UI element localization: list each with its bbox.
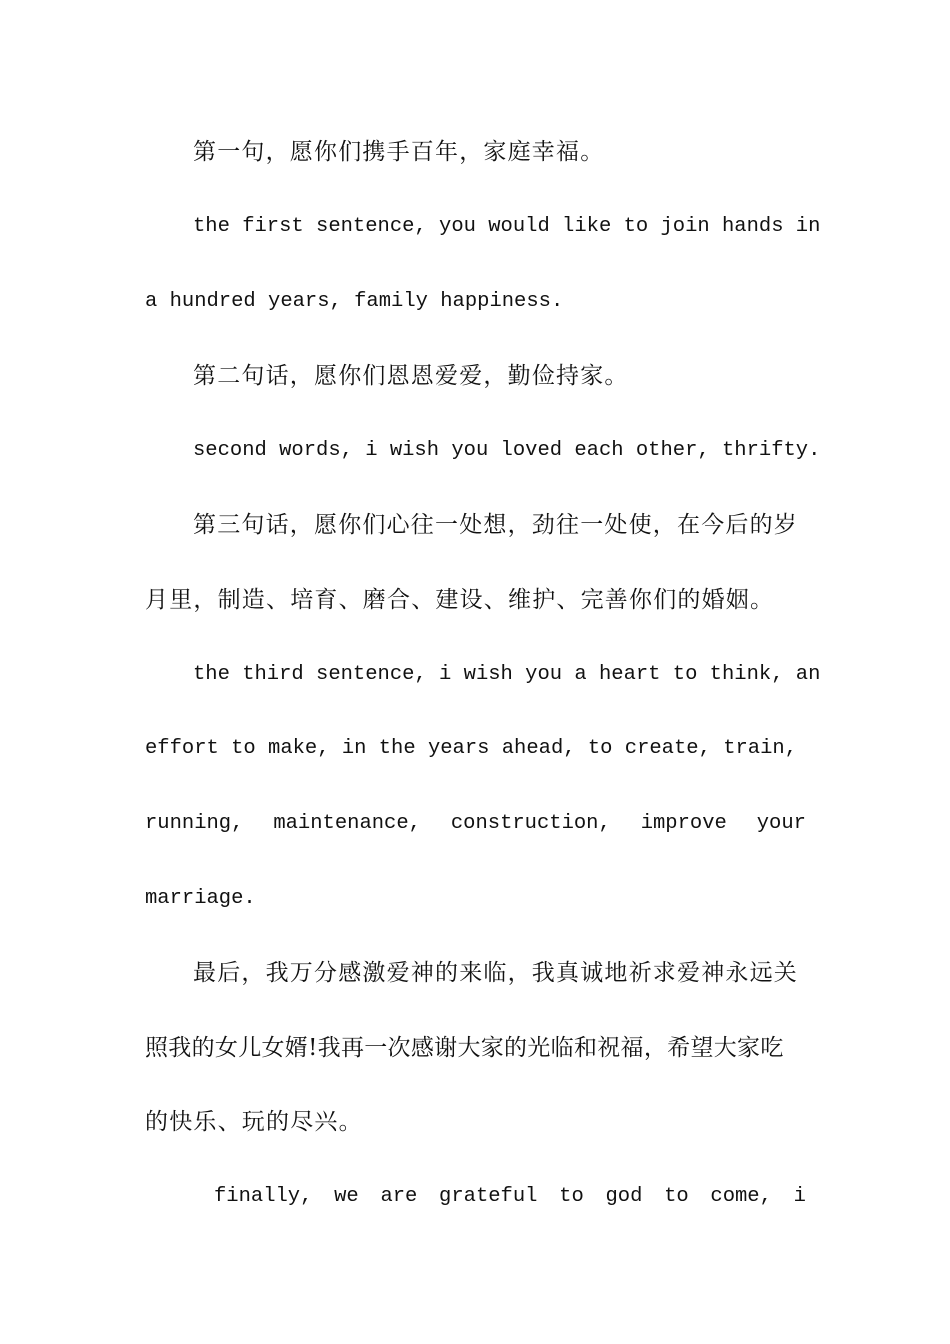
word: running, (145, 812, 244, 835)
word: maintenance, (273, 812, 421, 835)
word: grateful (439, 1185, 538, 1208)
paragraph-line-en-5: effort to make, in the years ahead, to create, train, (145, 737, 798, 760)
word: we (334, 1185, 359, 1208)
word: are (380, 1185, 418, 1208)
paragraph-line-en-7: marriage. (145, 887, 256, 910)
paragraph-line-en-6 (145, 804, 806, 844)
paragraph-line-en-8 (145, 1177, 806, 1217)
paragraph-line-en-1: the first sentence, you would like to join hands in (193, 215, 821, 238)
word: finally, (214, 1185, 313, 1208)
word: to (664, 1185, 689, 1208)
word: to (559, 1185, 584, 1208)
paragraph-line-en-4: the third sentence, i wish you a heart to think, an (193, 663, 821, 686)
word: come, (710, 1185, 772, 1208)
paragraph-line-zh-5: 最后，我万分感激爱神的来临，我真诚地祈求爱神永远关 (193, 960, 798, 986)
paragraph-line-zh-2: 第二句话，愿你们恩恩爱爱，勤俭持家。 (193, 363, 629, 389)
word: improve (640, 812, 727, 835)
paragraph-line-zh-4: 月里，制造、培育、磨合、建设、维护、完善你们的婚姻。 (145, 587, 775, 613)
paragraph-line-zh-7: 的快乐、玩的尽兴。 (145, 1109, 363, 1135)
paragraph-line-zh-6: 照我的女儿女婿!我再一次感谢大家的光临和祝福，希望大家吃 (145, 1035, 784, 1061)
paragraph-line-zh-3: 第三句话，愿你们心往一处想，劲往一处使，在今后的岁 (193, 512, 798, 538)
paragraph-line-en-2: a hundred years, family happiness. (145, 290, 564, 313)
word: construction, (450, 812, 611, 835)
paragraph-line-zh-1: 第一句，愿你们携手百年，家庭幸福。 (193, 139, 605, 165)
word: your (756, 812, 806, 835)
paragraph-line-en-3: second words, i wish you loved each other, thrifty. (193, 439, 821, 462)
word: i (793, 1185, 806, 1208)
word: god (605, 1185, 643, 1208)
